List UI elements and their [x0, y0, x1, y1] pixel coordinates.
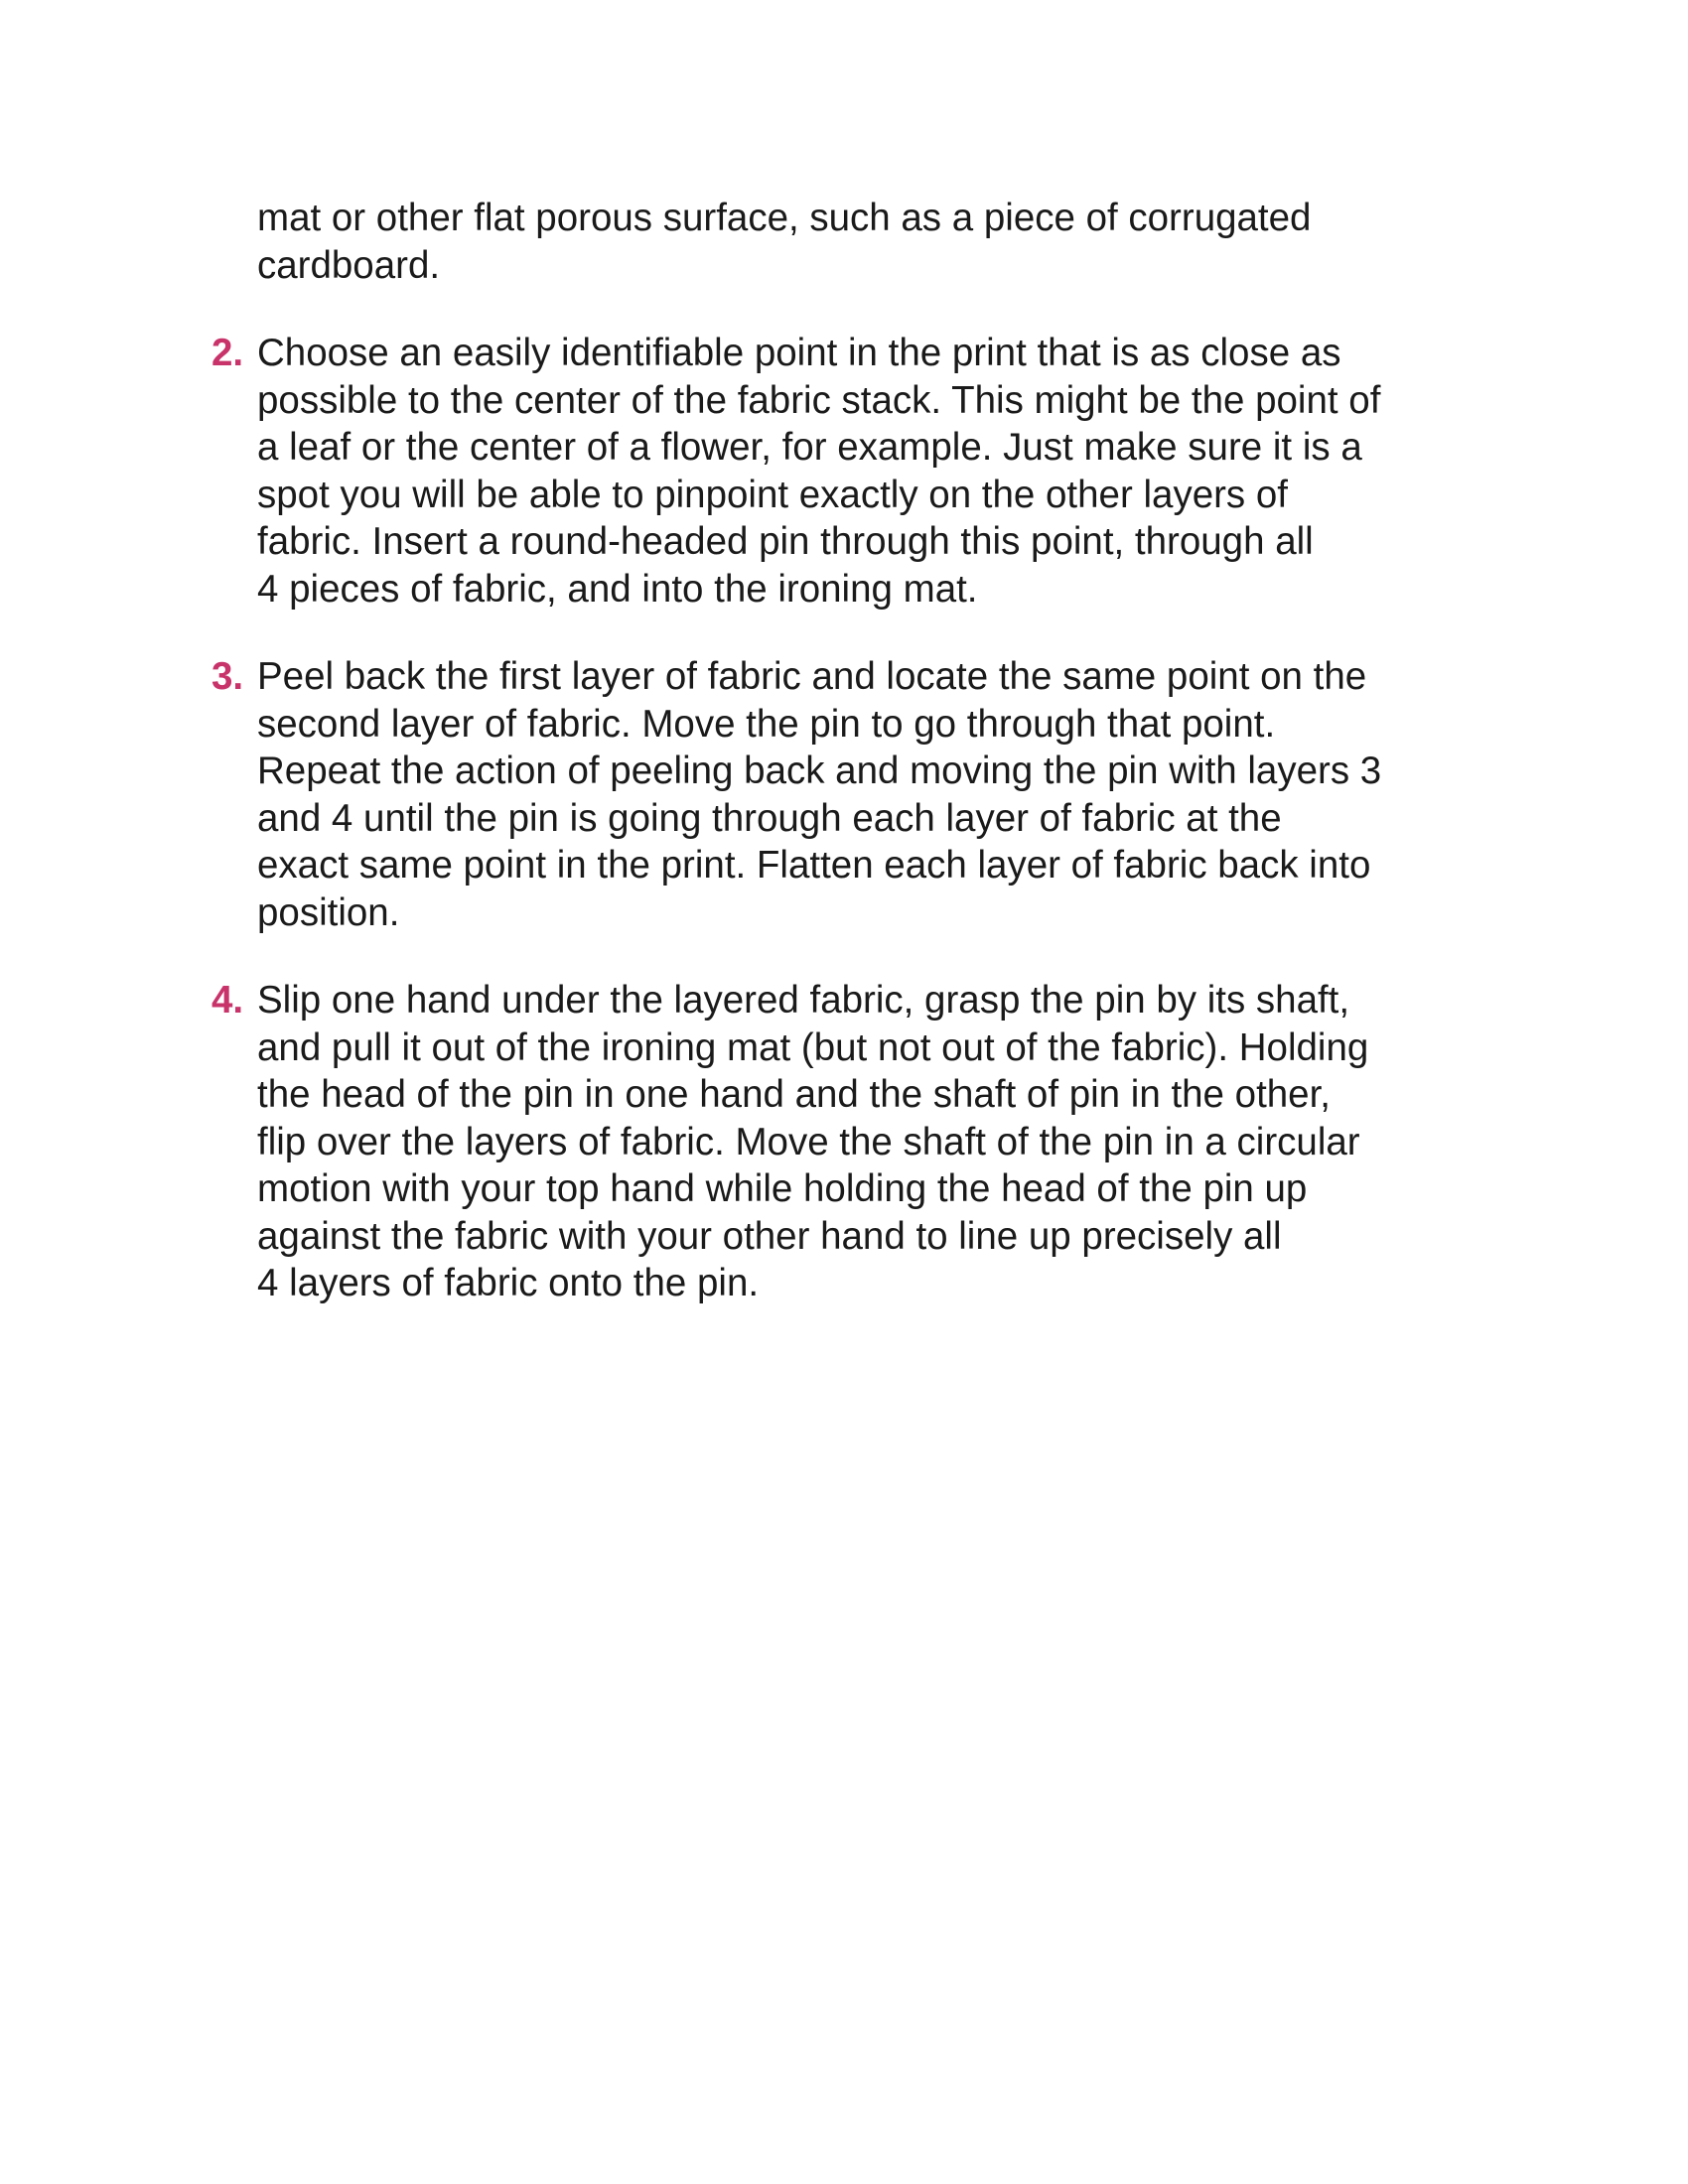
text-line: motion with your top hand while holding the head of the pin up [257, 1167, 1308, 1210]
text-line: Slip one hand under the layered fabric, grasp the pin by its shaft, [257, 979, 1350, 1022]
step-4 [211, 977, 1492, 1307]
step-number: 3. [211, 655, 244, 698]
step-number: 2. [211, 332, 244, 374]
text-line: Choose an easily identifiable point in the print that is as close as [257, 332, 1341, 374]
text-line: possible to the center of the fabric stack. This might be the point of [257, 378, 1381, 422]
text-line: flip over the layers of fabric. Move the shaft of the pin in a circular [257, 1120, 1360, 1163]
text-line: 4 pieces of fabric, and into the ironing mat. [257, 567, 978, 611]
instructions-column [211, 195, 1492, 1348]
text-line: cardboard. [257, 243, 441, 287]
text-line: spot you will be able to pinpoint exactly on the other layers of [257, 473, 1288, 516]
step-1-continuation [211, 195, 1492, 289]
text-line: Repeat the action of peeling back and moving the pin with layers 3 [257, 750, 1382, 792]
text-line: second layer of fabric. Move the pin to go through that point. [257, 702, 1276, 746]
step-number: 4. [211, 979, 244, 1022]
text-line: position. [257, 890, 400, 934]
text-line: fabric. Insert a round-headed pin through this point, through all [257, 520, 1314, 563]
text-line: against the fabric with your other hand to line up precisely all [257, 1214, 1282, 1258]
text-line: Peel back the first layer of fabric and locate the same point on the [257, 655, 1367, 698]
text-line: a leaf or the center of a flower, for example. Just make sure it is a [257, 426, 1362, 469]
text-line: exact same point in the print. Flatten each layer of fabric back into [257, 844, 1371, 887]
step-3 [211, 653, 1492, 936]
text-line: mat or other flat porous surface, such as a piece of corrugated [257, 197, 1312, 239]
step-2 [211, 330, 1492, 613]
text-line: 4 layers of fabric onto the pin. [257, 1262, 760, 1304]
text-line: and 4 until the pin is going through each layer of fabric at the [257, 796, 1282, 840]
text-line: the head of the pin in one hand and the shaft of pin in the other, [257, 1073, 1331, 1116]
text-line: and pull it out of the ironing mat (but not out of the fabric). Holding [257, 1025, 1369, 1069]
